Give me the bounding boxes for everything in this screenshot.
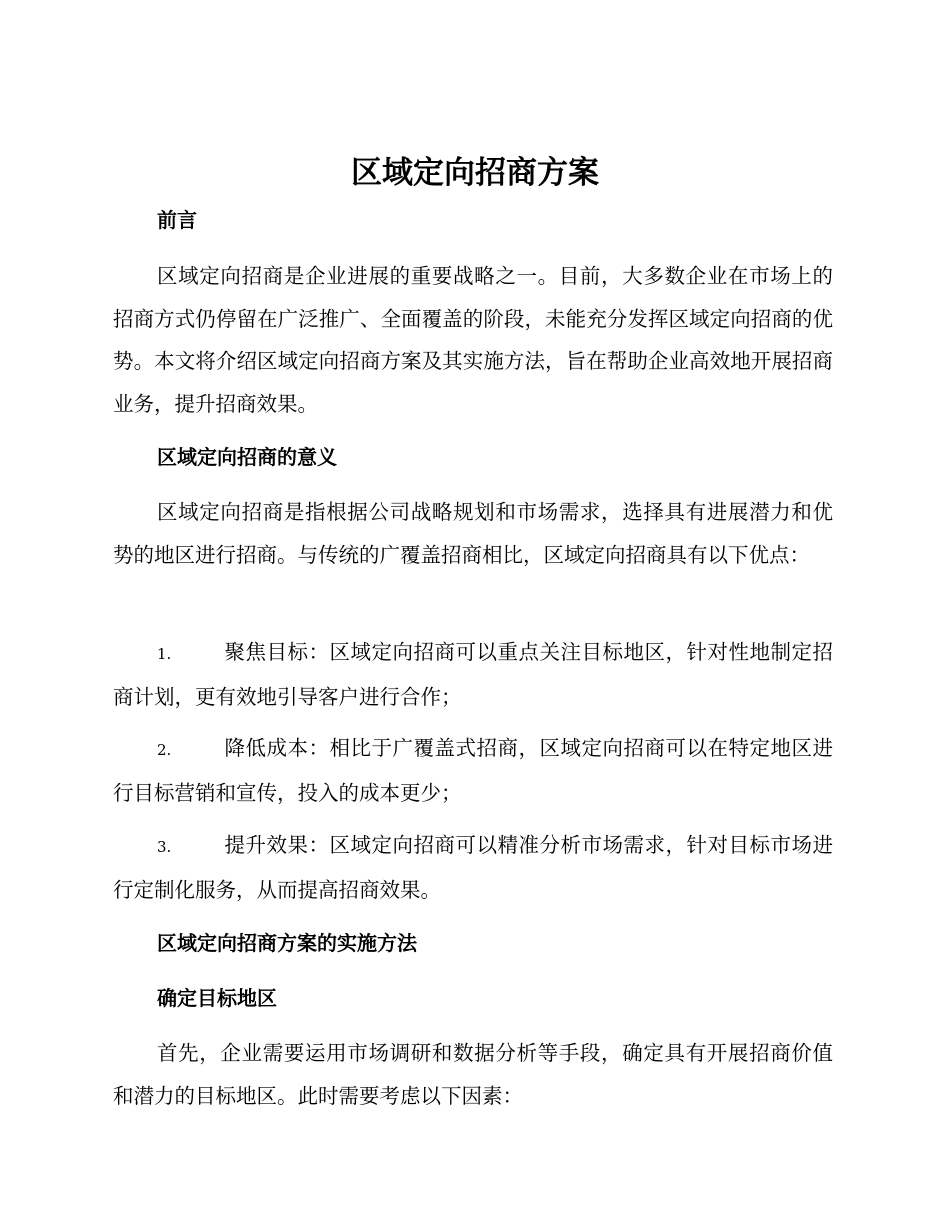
list-number: 3. <box>157 838 172 856</box>
meaning-paragraph: 区域定向招商是指根据公司战略规划和市场需求，选择具有进展潜力和优势的地区进行招商。与传统的广覆盖招商相比，区域定向招商具有以下优点： <box>113 500 833 567</box>
method-heading: 区域定向招商方案的实施方法 <box>157 931 417 955</box>
target-heading: 确定目标地区 <box>157 986 277 1010</box>
list-number: 1. <box>157 645 172 663</box>
target-paragraph: 首先，企业需要运用市场调研和数据分析等手段，确定具有开展招商价值和潜力的目标地区。此时需要考虑以下因素： <box>113 1041 833 1108</box>
advantage-item-3 <box>113 824 833 911</box>
list-text: 聚焦目标：区域定向招商可以重点关注目标地区，针对性地制定招商计划，更有效地引导客户进行合作； <box>113 640 833 709</box>
meaning-heading: 区域定向招商的意义 <box>157 445 337 469</box>
list-text: 降低成本：相比于广覆盖式招商，区域定向招商可以在特定地区进行目标营销和宣传，投入的成本更少； <box>113 736 833 805</box>
preface-paragraph: 区域定向招商是企业进展的重要战略之一。目前，大多数企业在市场上的招商方式仍停留在广泛推广、全面覆盖的阶段，未能充分发挥区域定向招商的优势。本文将介绍区域定向招商方案及其实施方法，旨在帮助企业高效地开展招商业务，提升招商效果。 <box>113 264 833 416</box>
list-number: 2. <box>157 741 172 759</box>
preface-heading: 前言 <box>157 208 197 232</box>
advantage-item-1 <box>113 631 833 718</box>
list-text: 提升效果：区域定向招商可以精准分析市场需求，针对目标市场进行定制化服务，从而提高招商效果。 <box>113 833 833 902</box>
advantage-item-2 <box>113 727 833 814</box>
document-title: 区域定向招商方案 <box>351 155 599 191</box>
